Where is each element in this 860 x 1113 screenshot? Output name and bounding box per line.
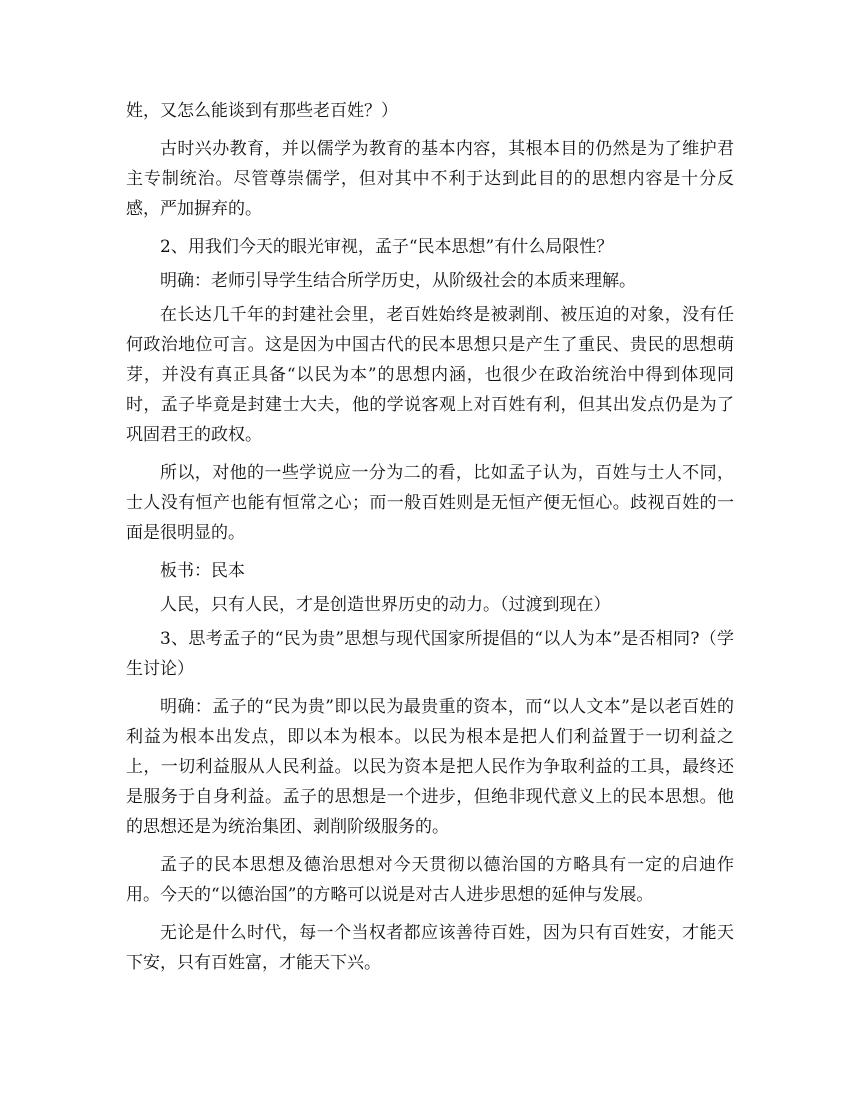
paragraph-education: 古时兴办教育，并以儒学为教育的基本内容，其根本目的仍然是为了维护君主专制统治。尽管尊崇儒学，但对其中不利于达到此目的的思想内容是十分反感，严加摒弃的。 — [126, 139, 734, 219]
paragraph-people-drive-history: 人民，只有人民，才是创造世界历史的动力。（过渡到现在） — [160, 595, 611, 615]
answer-2-intro: 明确：老师引导学生结合所学历史，从阶级社会的本质来理解。 — [160, 271, 636, 291]
board-note: 板书：民本 — [160, 561, 245, 581]
answer-3: 明确：孟子的“民为贵”即以民为最贵重的资本，而“以人文本”是以老百姓的利益为根本出发点，即以本为根本。以民为根本是把人们利益置于一切利益之上，一切利益服从人民利益。以民为资本是把人民作为争取利益的工具，最终还是服务于自身利益。孟子的思想是一个进步，但绝非现代意义上的民本思想。他的思想还是为统治集团、剥削阶级服务的。 — [126, 697, 734, 837]
paragraph-dialectical-view: 所以，对他的一些学说应一分为二的看，比如孟子认为，百姓与士人不同，士人没有恒产也能有恒常之心；而一般百姓则是无恒产便无恒心。歧视百姓的一面是很明显的。 — [126, 463, 734, 543]
paragraph-rule-by-virtue: 孟子的民本思想及德治思想对今天贯彻以德治国的方略具有一定的启迪作用。今天的“以德治国”的方略可以说是对古人进步思想的延伸与发展。 — [126, 855, 734, 905]
paragraph-continuation: 姓，又怎么能谈到有那些老百姓？） — [126, 101, 398, 121]
question-2: 2、用我们今天的眼光审视，孟子“民本思想”有什么局限性？ — [160, 237, 614, 257]
paragraph-conclusion: 无论是什么时代，每一个当权者都应该善待百姓，因为只有百姓安，才能天下安，只有百姓富，才能天下兴。 — [126, 923, 734, 973]
document-body — [126, 96, 734, 986]
paragraph-feudal-society: 在长达几千年的封建社会里，老百姓始终是被剥削、被压迫的对象，没有任何政治地位可言。这是因为中国古代的民本思想只是产生了重民、贵民的思想萌芽，并没有真正具备“以民为本”的思想内涵，也很少在政治统治中得到体现同时，孟子毕竟是封建士大夫，他的学说客观上对百姓有利，但其出发点仍是为了巩固君王的政权。 — [126, 305, 734, 445]
question-3: 3、思考孟子的“民为贵”思想与现代国家所提倡的“以人为本”是否相同?（学生讨论） — [126, 629, 734, 679]
